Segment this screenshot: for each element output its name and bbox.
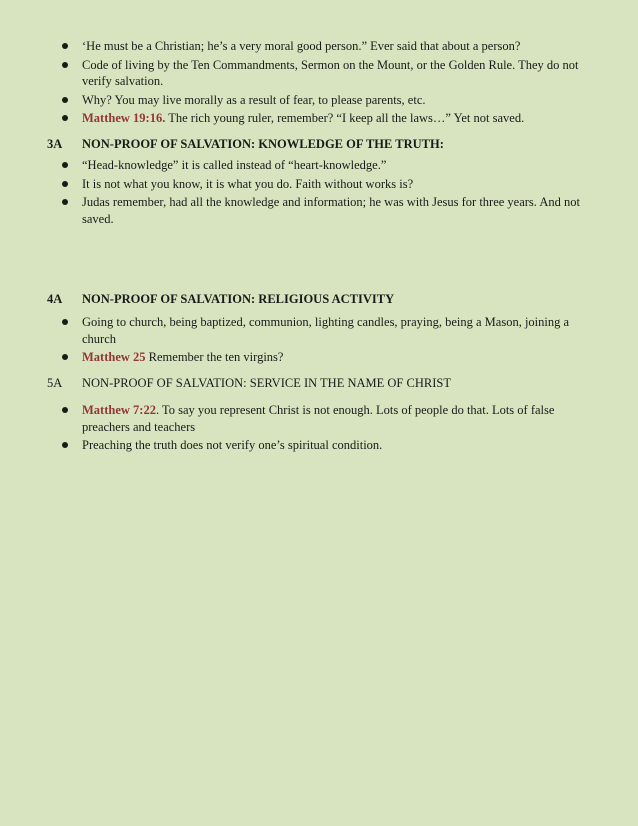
bullet-icon (62, 43, 68, 49)
section-4a (0, 314, 638, 366)
bullet-icon (62, 354, 68, 360)
bullet-icon (62, 319, 68, 325)
section-title: NON-PROOF OF SALVATION: SERVICE IN THE NAME OF CHRIST (82, 376, 451, 390)
section-number: 3A (47, 137, 63, 151)
bullet-text: Remember the ten virgins? (145, 350, 284, 364)
bullet-icon (62, 62, 68, 68)
list-item (0, 402, 638, 435)
section-heading (47, 136, 608, 152)
bullet-list (0, 157, 638, 227)
scripture-reference: Matthew 7:22 (82, 403, 156, 417)
section-title: NON-PROOF OF SALVATION: KNOWLEDGE OF THE TRUTH: (82, 137, 444, 151)
bullet-icon (62, 162, 68, 168)
bullet-icon (62, 97, 68, 103)
bullet-text: Code of living by the Ten Commandments, Sermon on the Mount, or the Golden Rule. They do not verify salvation. (82, 57, 579, 88)
list-item (0, 194, 638, 227)
list-item (0, 157, 638, 174)
section-5a (0, 402, 638, 454)
list-item (0, 92, 638, 109)
bullet-list (0, 314, 638, 366)
section-title: NON-PROOF OF SALVATION: RELIGIOUS ACTIVITY (82, 292, 395, 306)
bullet-text: The rich young ruler, remember? “I keep all the laws…” Yet not saved. (165, 111, 525, 125)
section-number: 4A (47, 292, 63, 306)
bullet-icon (62, 181, 68, 187)
section-number: 5A (47, 376, 63, 390)
bullet-text: “Head-knowledge” it is called instead of “heart-knowledge.” (82, 158, 387, 172)
list-item (0, 38, 638, 55)
section-1 (0, 38, 638, 127)
bullet-text: . To say you represent Christ is not enough. Lots of people do that. Lots of false preachers and teachers (82, 403, 555, 434)
bullet-text: ‘He must be a Christian; he’s a very moral good person.” Ever said that about a person? (82, 39, 521, 53)
section-heading (47, 375, 608, 391)
bullet-icon (62, 407, 68, 413)
bullet-text: It is not what you know, it is what you do. Faith without works is? (82, 176, 414, 191)
bullet-text: Going to church, being baptized, communion, lighting candles, praying, being a Mason, joining a church (82, 315, 570, 346)
list-item (0, 349, 638, 366)
scripture-reference: Matthew 19:16. (82, 111, 166, 125)
section-heading (47, 291, 608, 307)
list-item (0, 314, 638, 347)
bullet-icon (62, 115, 68, 121)
list-item (0, 176, 638, 193)
scripture-reference: Matthew 25 (82, 350, 146, 364)
bullet-icon (62, 199, 68, 205)
section-3a (0, 157, 638, 227)
bullet-list (0, 38, 638, 127)
list-item (0, 437, 638, 454)
list-item (0, 110, 638, 127)
bullet-icon (62, 442, 68, 448)
bullet-list (0, 402, 638, 454)
bullet-text: Preaching the truth does not verify one’s spiritual condition. (82, 438, 383, 452)
list-item (0, 57, 638, 90)
bullet-text: Judas remember, had all the knowledge and information; he was with Jesus for three years. And not saved. (82, 195, 580, 226)
bullet-text: Why? You may live morally as a result of fear, to please parents, etc. (82, 92, 426, 107)
